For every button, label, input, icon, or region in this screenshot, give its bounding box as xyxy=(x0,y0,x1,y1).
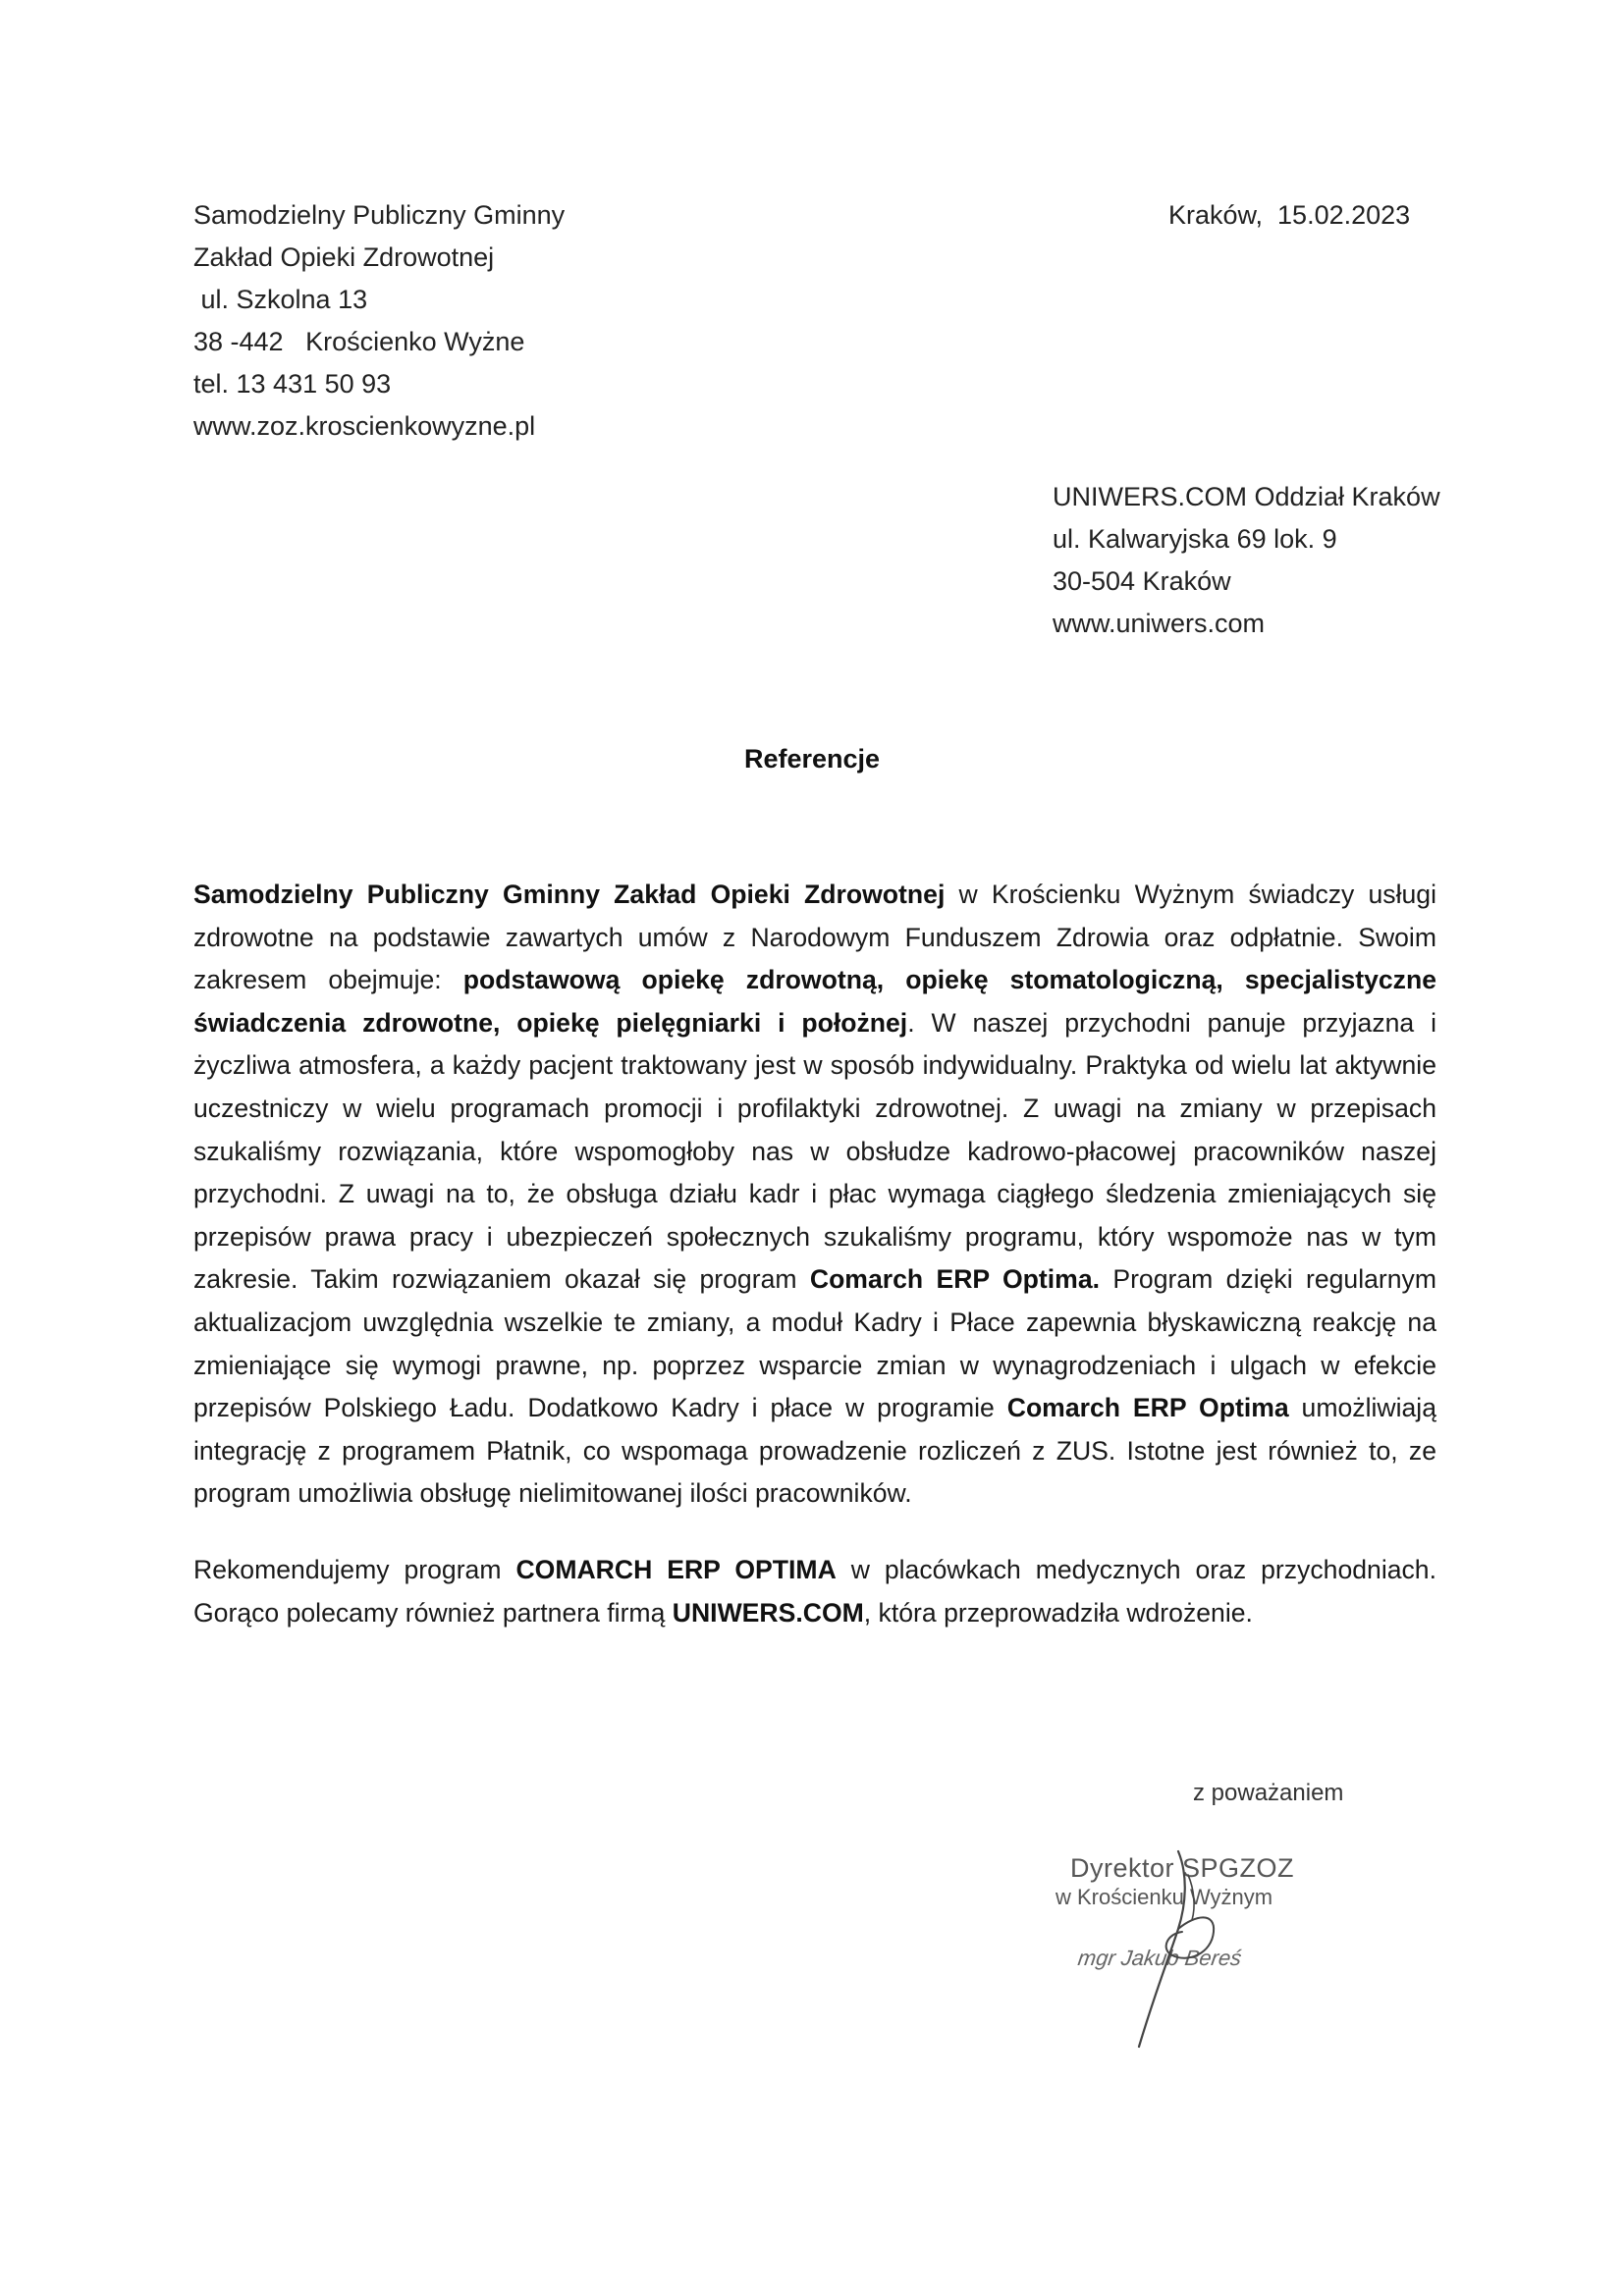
sender-city: 38 -442 Krościenko Wyżne xyxy=(193,327,525,356)
body-p2-bold-1: COMARCH ERP OPTIMA xyxy=(515,1554,837,1584)
sender-website: www.zoz.kroscienkowyzne.pl xyxy=(193,411,536,441)
recipient-address xyxy=(1053,476,1440,645)
body-p2-text-2: w placówkach medycznych oraz przychodniach. Gorąco polecamy również partnera firmą xyxy=(193,1554,1436,1628)
recipient-city: 30-504 Kraków xyxy=(1053,566,1231,596)
body-p2-bold-2: UNIWERS.COM xyxy=(672,1597,864,1628)
letter-body xyxy=(193,874,1436,1634)
recipient-website: www.uniwers.com xyxy=(1053,609,1266,638)
stamp-location: w Krościenku Wyżnym xyxy=(1056,1885,1273,1909)
stamp-title: Dyrektor SPGZOZ xyxy=(1070,1853,1295,1883)
sender-street: ul. Szkolna 13 xyxy=(193,285,368,314)
body-p1-bold-4: Comarch ERP Optima xyxy=(1006,1393,1289,1423)
sender-name-line2: Zakład Opieki Zdrowotnej xyxy=(193,242,495,272)
body-p1-bold-2: podstawową opiekę zdrowotną, opiekę stomatologiczną, specjalistyczne świadczenia zdrowotne, opiekę pielęgniarki i położnej xyxy=(193,965,1437,1038)
recipient-street: ul. Kalwaryjska 69 lok. 9 xyxy=(1053,524,1337,554)
body-p1-bold-3: Comarch ERP Optima. xyxy=(809,1264,1100,1295)
body-p1-text-3: Program dzięki regularnym aktualizacjom uwzględnia wszelkie te zmiany, a moduł Kadry i Płace zapewnia błyskawiczną reakcję na zmieniające się wymogi prawne, np. poprzez wsparcie zmian w wynagrodzeniach i ulgach w efekcie przepisów Polskiego Ładu. Dodatkowo Kadry i płace w programie xyxy=(193,1264,1436,1423)
sender-name-line1: Samodzielny Publiczny Gminny xyxy=(193,200,566,230)
signature-block xyxy=(1041,1767,1394,2061)
body-p1-bold-1: Samodzielny Publiczny Gminny Zakład Opieki Zdrowotnej xyxy=(193,880,946,909)
sender-address xyxy=(193,194,565,448)
body-p2-text-3: , która przeprowadziła wdrożenie. xyxy=(863,1597,1253,1628)
body-paragraph-1 xyxy=(193,874,1436,1516)
body-p2-text-1: Rekomendujemy program xyxy=(193,1554,516,1584)
handwritten-signature xyxy=(1041,1767,1394,2061)
body-p1-text-1: w Krościenku Wyżnym świadczy usługi zdrowotne na podstawie zawartych umów z Narodowym Funduszem Zdrowia oraz odpłatnie. Swoim zakresem obejmuje: xyxy=(193,880,1436,995)
recipient-name: UNIWERS.COM Oddział Kraków xyxy=(1053,482,1440,511)
sender-phone: tel. 13 431 50 93 xyxy=(193,369,392,399)
body-paragraph-2 xyxy=(193,1549,1436,1634)
closing-text: z poważaniem xyxy=(1193,1780,1344,1806)
body-p1-text-4: umożliwiają integrację z programem Płatnik, co wspomaga prowadzenie rozliczeń z ZUS. Istotne jest również to, ze program umożliwia obsługę nielimitowanej ilości pracowników. xyxy=(193,1393,1437,1509)
stamp-name: mgr Jakub Bereś xyxy=(1076,1946,1244,1970)
body-p1-text-2: . W naszej przychodni panuje przyjazna i życzliwa atmosfera, a każdy pacjent traktowany jest w sposób indywidualny. Praktyka od wielu lat aktywnie uczestniczy w wielu programach promocji i profilaktyki zdrowotnej. Z uwagi na zmiany w przepisach szukaliśmy rozwiązania, które wspomogłoby nas w obsłudze kadrowo-płacowej pracowników naszej przychodni. Z uwagi na to, że obsługa działu kadr i płac wymaga ciągłego śledzenia zmieniających się przepisów prawa pracy i ubezpieczeń społecznych szukaliśmy programu, który wspomoże nas w tym zakresie. Takim rozwiązaniem okazał się program xyxy=(193,1007,1436,1295)
letter-title: Referencje xyxy=(743,744,881,774)
letter-date: Kraków, 15.02.2023 xyxy=(1168,200,1411,230)
